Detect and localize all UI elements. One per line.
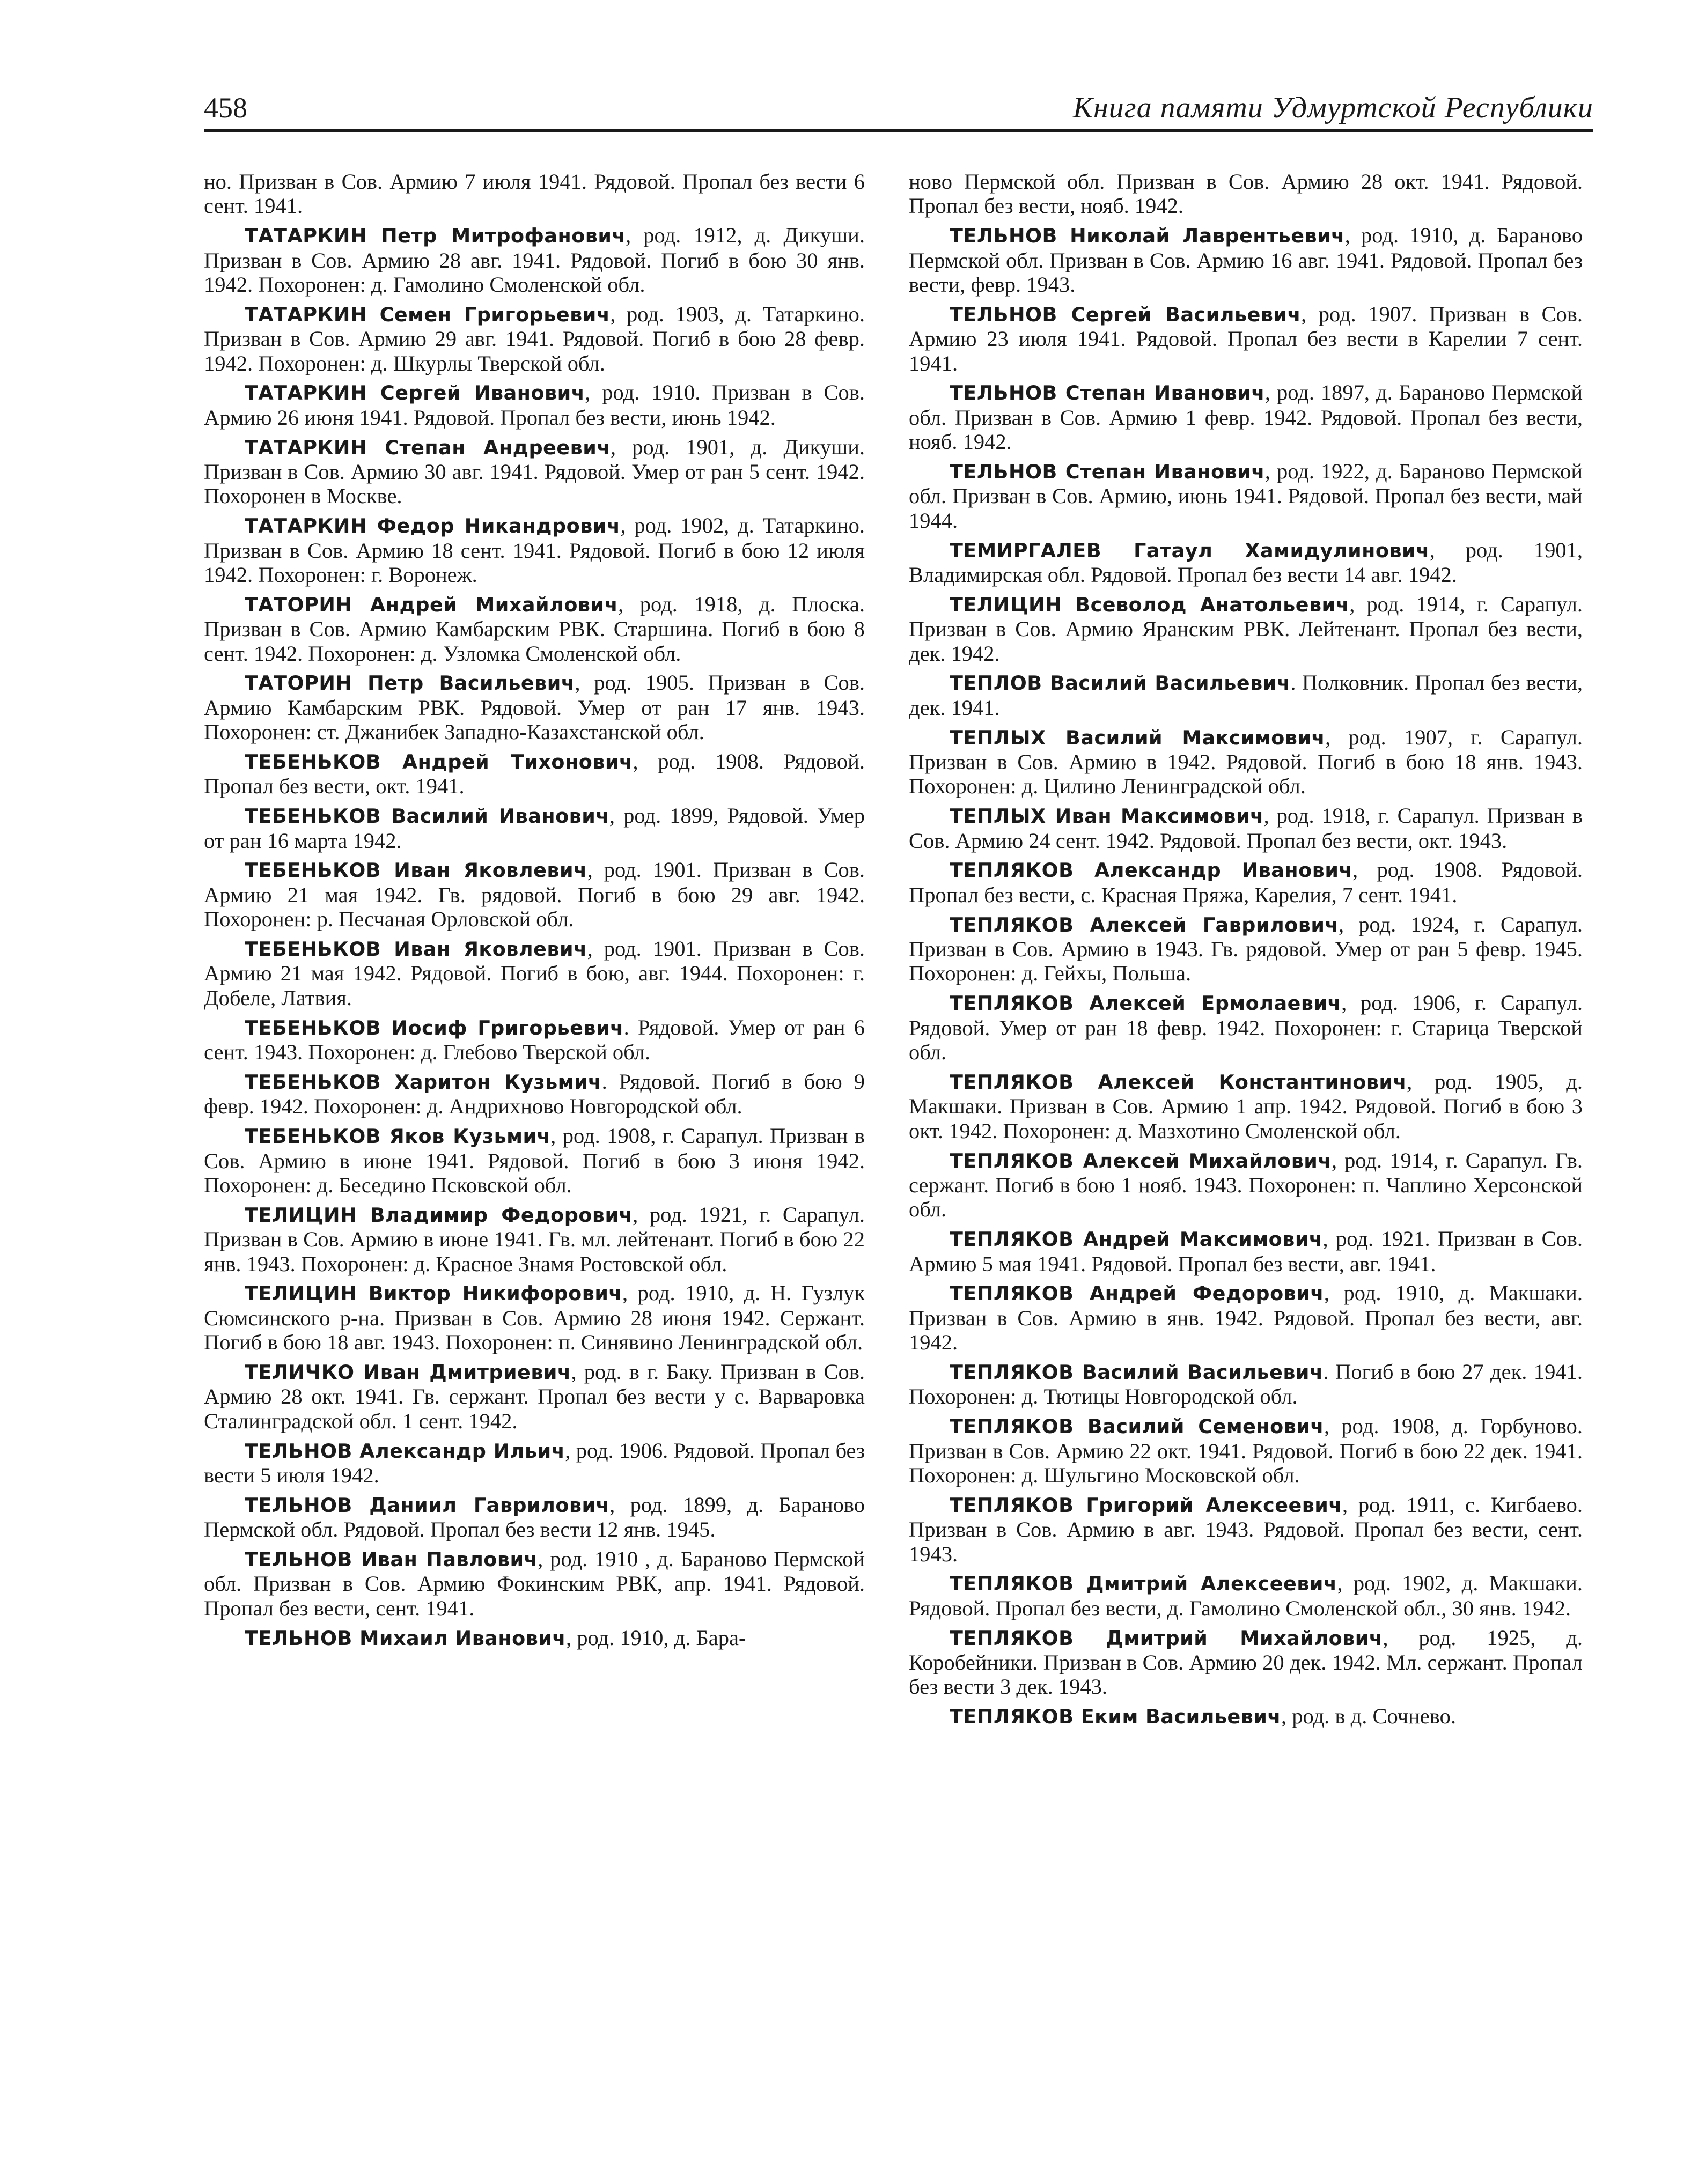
entry-text: . Погиб в бою 27 дек. 1941. Похоронен: д. Тютицы Новгородской обл. [909, 1359, 1583, 1409]
memorial-entry [204, 936, 865, 1010]
memorial-entry [909, 1704, 1583, 1729]
memorial-entry [204, 1547, 865, 1620]
entry-text: , род. в г. Баку. Призван в Сов. Армию 28 окт. 1941. Гв. сержант. Пропал без вести у с. Варваровка Сталинградской обл. 1 сент. 1942. [204, 1359, 865, 1433]
entry-name: ТЕПЛЯКОВ Алексей Ермолаевич [950, 992, 1342, 1015]
entry-text: , род. 1911, с. Кигбаево. Призван в Сов. Армию в авг. 1943. Рядовой. Пропал без вести, сент. 1943. [909, 1492, 1583, 1566]
memorial-entry [909, 1360, 1583, 1409]
entry-name: ТЕБЕНЬКОВ Иван Яковлевич [245, 938, 587, 961]
right-column [909, 169, 1583, 2031]
entry-text: , род. 1897, д. Бараново Пермской обл. Призван в Сов. Армию 1 февр. 1942. Рядовой. Пропал без вести, нояб. 1942. [909, 380, 1583, 454]
entry-text: , род. 1910, д. Бараново Пермской обл. Призван в Сов. Армию 16 авг. 1941. Рядовой. Пропал без вести, февр. 1943. [909, 223, 1583, 297]
memorial-entry-continuation [204, 169, 865, 218]
entry-name: ТЕЛЬНОВ Николай Лаврентьевич [950, 224, 1345, 248]
memorial-entry [204, 1015, 865, 1065]
memorial-entry [204, 858, 865, 931]
entry-name: ТЕПЛЯКОВ Александр Иванович [950, 859, 1352, 882]
entry-name: ТЕБЕНЬКОВ Василий Иванович [245, 805, 609, 828]
entry-name: ТЕПЛЯКОВ Дмитрий Михайлович [950, 1626, 1383, 1650]
entry-name: ТЕПЛЯКОВ Григорий Алексеевич [950, 1493, 1342, 1517]
entry-text: , род. 1910, д. Макшаки. Призван в Сов. Армию в янв. 1942. Рядовой. Пропал без вести, авг. 1942. [909, 1281, 1583, 1355]
memorial-entry-continuation [909, 169, 1583, 218]
memorial-entry [909, 538, 1583, 587]
entry-name: ТЕБЕНЬКОВ Яков Кузьмич [245, 1125, 551, 1148]
entry-text: , род. 1905. Призван в Сов. Армию Камбарским РВК. Рядовой. Умер от ран 17 янв. 1943. Похоронен: ст. Джанибек Западно-Казахстанской обл. [204, 670, 865, 744]
entry-text: , род. 1903, д. Татаркино. Призван в Сов. Армию 29 авг. 1941. Рядовой. Погиб в бою 28 февр. 1942. Похоронен: д. Шкурлы Тверской обл. [204, 301, 865, 375]
entry-text: . Рядовой. Умер от ран 6 сент. 1943. Похоронен: д. Глебово Тверской обл. [204, 1015, 865, 1065]
memorial-entry [204, 592, 865, 666]
entry-text: , род. 1902, д. Макшаки. Рядовой. Пропал без вести, д. Гамолино Смоленской обл., 30 янв. 1942. [909, 1571, 1583, 1620]
entry-text: ново Пермской обл. Призван в Сов. Армию 28 окт. 1941. Рядовой. Пропал без вести, нояб. 1942. [909, 169, 1583, 218]
entry-text: , род. 1908, г. Сарапул. Призван в Сов. Армию в июне 1941. Рядовой. Погиб в бою 3 июня 1942. Похоронен: д. Беседино Псковской обл. [204, 1124, 865, 1197]
entry-name: ТЕМИРГАЛЕВ Гатаул Хамидулинович [950, 538, 1430, 562]
entry-text: , род. в д. Сочнево. [1281, 1704, 1456, 1729]
header-rule [204, 129, 1593, 132]
memorial-entry [204, 1069, 865, 1119]
entry-name: ТАТОРИН Петр Васильевич [245, 672, 575, 695]
entry-name: ТЕПЛЯКОВ Алексей Константинович [950, 1070, 1407, 1094]
memorial-entry [204, 749, 865, 799]
memorial-entry [204, 1124, 865, 1197]
memorial-entry [909, 670, 1583, 720]
entry-name: ТЕБЕНЬКОВ Иосиф Григорьевич [245, 1016, 624, 1039]
entry-name: ТЕПЛЯКОВ Алексей Михайлович [950, 1149, 1332, 1172]
entry-name: ТЕПЛЯКОВ Андрей Максимович [950, 1228, 1323, 1251]
entry-text: , род. 1910, д. Бара- [565, 1625, 746, 1650]
entry-text: , род. 1914, г. Сарапул. Призван в Сов. Армию Яранским РВК. Лейтенант. Пропал без вести, дек. 1942. [909, 592, 1583, 666]
entry-text: , род. 1907, г. Сарапул. Призван в Сов. Армию в 1942. Рядовой. Погиб в бою 18 янв. 1943. Похоронен: д. Цилино Ленинградской обл. [909, 725, 1583, 799]
entry-text: , род. 1910, д. Н. Гузлук Сюмсинского р-на. Призван в Сов. Армию 28 июня 1942. Сержант. Погиб в бою 18 авг. 1943. Похоронен: п. Синявино Ленинградской обл. [204, 1281, 865, 1355]
running-header [204, 90, 1593, 126]
entry-name: ТАТАРКИН Федор Никандрович [245, 514, 621, 538]
entry-text: , род. 1907. Призван в Сов. Армию 23 июля 1941. Рядовой. Пропал без вести в Карелии 7 сент. 1941. [909, 301, 1583, 375]
entry-name: ТАТАРКИН Степан Андреевич [245, 436, 611, 459]
entry-name: ТЕЛЬНОВ Иван Павлович [245, 1547, 538, 1571]
entry-text: , род. 1908. Рядовой. Пропал без вести, с. Красная Пряжа, Карелия, 7 сент. 1941. [909, 858, 1583, 907]
entry-name: ТЕЛИЦИН Всеволод Анатольевич [950, 593, 1350, 616]
memorial-entry [909, 459, 1583, 533]
entry-name: ТЕЛЬНОВ Даниил Гаврилович [245, 1493, 610, 1517]
entry-text: , род. 1899, Рядовой. Умер от ран 16 марта 1942. [204, 803, 865, 853]
entry-text: , род. 1906. Рядовой. Пропал без вести 5 июля 1942. [204, 1438, 865, 1487]
memorial-entry [204, 223, 865, 297]
memorial-entry [204, 1281, 865, 1354]
entry-text: , род. 1912, д. Дикуши. Призван в Сов. Армию 28 авг. 1941. Рядовой. Погиб в бою 30 янв. 1942. Похоронен: д. Гамолино Смоленской обл. [204, 223, 865, 297]
entry-name: ТЕБЕНЬКОВ Харитон Кузьмич [245, 1070, 602, 1094]
entry-text: , род. 1921, г. Сарапул. Призван в Сов. Армию в июне 1941. Гв. мл. лейтенант. Погиб в бою 22 янв. 1943. Похоронен: д. Красное Знамя Ростовской обл. [204, 1202, 865, 1276]
entry-text: , род. 1906, г. Сарапул. Рядовой. Умер от ран 18 февр. 1942. Похоронен: г. Старица Тверской обл. [909, 991, 1583, 1065]
memorial-entry [909, 912, 1583, 986]
memorial-entry [909, 1414, 1583, 1487]
entry-text: , род. 1910. Призван в Сов. Армию 26 июня 1941. Рядовой. Пропал без вести, июнь 1942. [204, 380, 865, 430]
entry-text: , род. 1908, д. Горбуново. Призван в Сов. Армию 22 окт. 1941. Рядовой. Погиб в бою 22 дек. 1941. Похоронен: д. Шульгино Московской обл. [909, 1414, 1583, 1487]
entry-text: , род. 1905, д. Макшаки. Призван в Сов. Армию 1 апр. 1942. Рядовой. Погиб в бою 3 окт. 1942. Похоронен: д. Мазхотино Смоленской обл. [909, 1069, 1583, 1143]
entry-name: ТАТОРИН Андрей Михайлович [245, 593, 619, 616]
memorial-entry [204, 803, 865, 853]
memorial-entry [909, 1148, 1583, 1222]
entry-name: ТАТАРКИН Петр Митрофанович [245, 224, 626, 248]
entry-name: ТЕЛЬНОВ Александр Ильич [245, 1439, 565, 1463]
memorial-entry [204, 1626, 865, 1650]
entry-text: , род. 1901. Призван в Сов. Армию 21 мая 1942. Гв. рядовой. Погиб в бою 29 авг. 1942. Похоронен: р. Песчаная Орловской обл. [204, 858, 865, 932]
entry-text: , род. 1910 , д. Бараново Пермской обл. Призван в Сов. Армию Фокинским РВК, апр. 1941. Рядовой. Пропал без вести, сент. 1941. [204, 1546, 865, 1620]
entry-text: , род. 1901. Призван в Сов. Армию 21 мая 1942. Рядовой. Погиб в бою, авг. 1944. Похоронен: г. Добеле, Латвия. [204, 936, 865, 1010]
memorial-entry [909, 991, 1583, 1064]
memorial-entry [204, 1493, 865, 1542]
entry-name: ТЕЛЬНОВ Михаил Иванович [245, 1626, 566, 1650]
entry-name: ТЕЛЬНОВ Степан Иванович [950, 460, 1265, 484]
entry-name: ТЕПЛЯКОВ Еким Васильевич [950, 1705, 1281, 1729]
memorial-entry [909, 592, 1583, 666]
entry-name: ТАТАРКИН Семен Григорьевич [245, 302, 611, 326]
entry-name: ТЕПЛЯКОВ Василий Васильевич [950, 1360, 1324, 1384]
entry-text: , род. 1902, д. Татаркино. Призван в Сов. Армию 18 сент. 1941. Рядовой. Погиб в бою 12 июля 1942. Похоронен: г. Воронеж. [204, 513, 865, 587]
entry-name: ТЕПЛЫХ Василий Максимович [950, 726, 1326, 749]
memorial-entry [204, 435, 865, 508]
memorial-entry [909, 803, 1583, 853]
memorial-entry [909, 1493, 1583, 1566]
memorial-entry [204, 302, 865, 375]
entry-name: ТЕБЕНЬКОВ Андрей Тихонович [245, 750, 633, 774]
entry-name: ТЕЛИЧКО Иван Дмитриевич [245, 1360, 571, 1384]
memorial-entry [909, 223, 1583, 297]
entry-text: , род. 1901, Владимирская обл. Рядовой. Пропал без вести 14 авг. 1942. [909, 537, 1583, 587]
entry-name: ТЕПЛЯКОВ Андрей Федорович [950, 1282, 1324, 1305]
entry-name: ТЕПЛЯКОВ Василий Семенович [950, 1415, 1324, 1438]
memorial-entry [204, 1438, 865, 1488]
memorial-entry [909, 302, 1583, 375]
entry-text: , род. 1921. Призван в Сов. Армию 5 мая 1941. Рядовой. Пропал без вести, авг. 1941. [909, 1227, 1583, 1276]
entry-text: , род. 1908. Рядовой. Пропал без вести, окт. 1941. [204, 749, 865, 799]
memorial-entry [909, 1626, 1583, 1699]
memorial-entry [204, 1360, 865, 1433]
memorial-entry [909, 1227, 1583, 1276]
entry-name: ТЕЛЬНОВ Сергей Васильевич [950, 302, 1302, 326]
memorial-entry [909, 725, 1583, 799]
entry-text: . Рядовой. Погиб в бою 9 февр. 1942. Похоронен: д. Андрихново Новгородской обл. [204, 1069, 865, 1119]
entry-name: ТЕЛИЦИН Владимир Федорович [245, 1203, 633, 1227]
entry-text: , род. 1914, г. Сарапул. Гв. сержант. Погиб в бою 1 нояб. 1943. Похоронен: п. Чаплино Херсонской обл. [909, 1148, 1583, 1222]
entry-name: ТЕПЛЫХ Иван Максимович [950, 805, 1264, 828]
entry-name: ТЕБЕНЬКОВ Иван Яковлевич [245, 859, 587, 882]
memorial-entry [204, 670, 865, 744]
entry-text: но. Призван в Сов. Армию 7 июля 1941. Рядовой. Пропал без вести 6 сент. 1941. [204, 169, 865, 218]
entry-name: ТЕЛЬНОВ Степан Иванович [950, 381, 1265, 405]
memorial-entry [909, 1069, 1583, 1143]
entry-text: , род. 1922, д. Бараново Пермской обл. Призван в Сов. Армию, июнь 1941. Рядовой. Пропал без вести, май 1944. [909, 459, 1583, 533]
memorial-entry [204, 513, 865, 587]
entry-name: ТЕЛИЦИН Виктор Никифорович [245, 1282, 622, 1305]
entry-text: , род. 1924, г. Сарапул. Призван в Сов. Армию в 1943. Гв. рядовой. Умер от ран 5 февр. 1945. Похоронен: д. Гейхы, Польша. [909, 912, 1583, 986]
entry-text: , род. 1918, д. Плоска. Призван в Сов. Армию Камбарским РВК. Старшина. Погиб в бою 8 сент. 1942. Похоронен: д. Узломка Смоленской обл. [204, 592, 865, 666]
memorial-entry [204, 380, 865, 430]
entry-name: ТЕПЛОВ Василий Васильевич [950, 672, 1291, 695]
entry-text: , род. 1918, г. Сарапул. Призван в Сов. Армию 24 сент. 1942. Рядовой. Пропал без вести, окт. 1943. [909, 803, 1583, 853]
entry-name: ТЕПЛЯКОВ Алексей Гаврилович [950, 913, 1339, 936]
memorial-entry [909, 1571, 1583, 1620]
entry-text: . Полковник. Пропал без вести, дек. 1941. [909, 670, 1583, 720]
entry-name: ТАТАРКИН Сергей Иванович [245, 381, 585, 405]
entry-text: , род. 1899, д. Бараново Пермской обл. Рядовой. Пропал без вести 12 янв. 1945. [204, 1492, 865, 1542]
book-title: Книга памяти Удмуртской Республики [1072, 91, 1593, 124]
memorial-entry [909, 1281, 1583, 1354]
memorial-entry [909, 858, 1583, 907]
memorial-entry [909, 380, 1583, 454]
left-column [204, 169, 865, 2031]
page-number: 458 [204, 92, 247, 124]
entry-name: ТЕПЛЯКОВ Дмитрий Алексеевич [950, 1572, 1337, 1596]
entry-text: , род. 1925, д. Коробейники. Призван в Сов. Армию 20 дек. 1942. Мл. сержант. Пропал без вести 3 дек. 1943. [909, 1625, 1583, 1699]
entry-text: , род. 1901, д. Дикуши. Призван в Сов. Армию 30 авг. 1941. Рядовой. Умер от ран 5 сент. 1942. Похоронен в Москве. [204, 434, 865, 508]
memorial-entry [204, 1202, 865, 1276]
